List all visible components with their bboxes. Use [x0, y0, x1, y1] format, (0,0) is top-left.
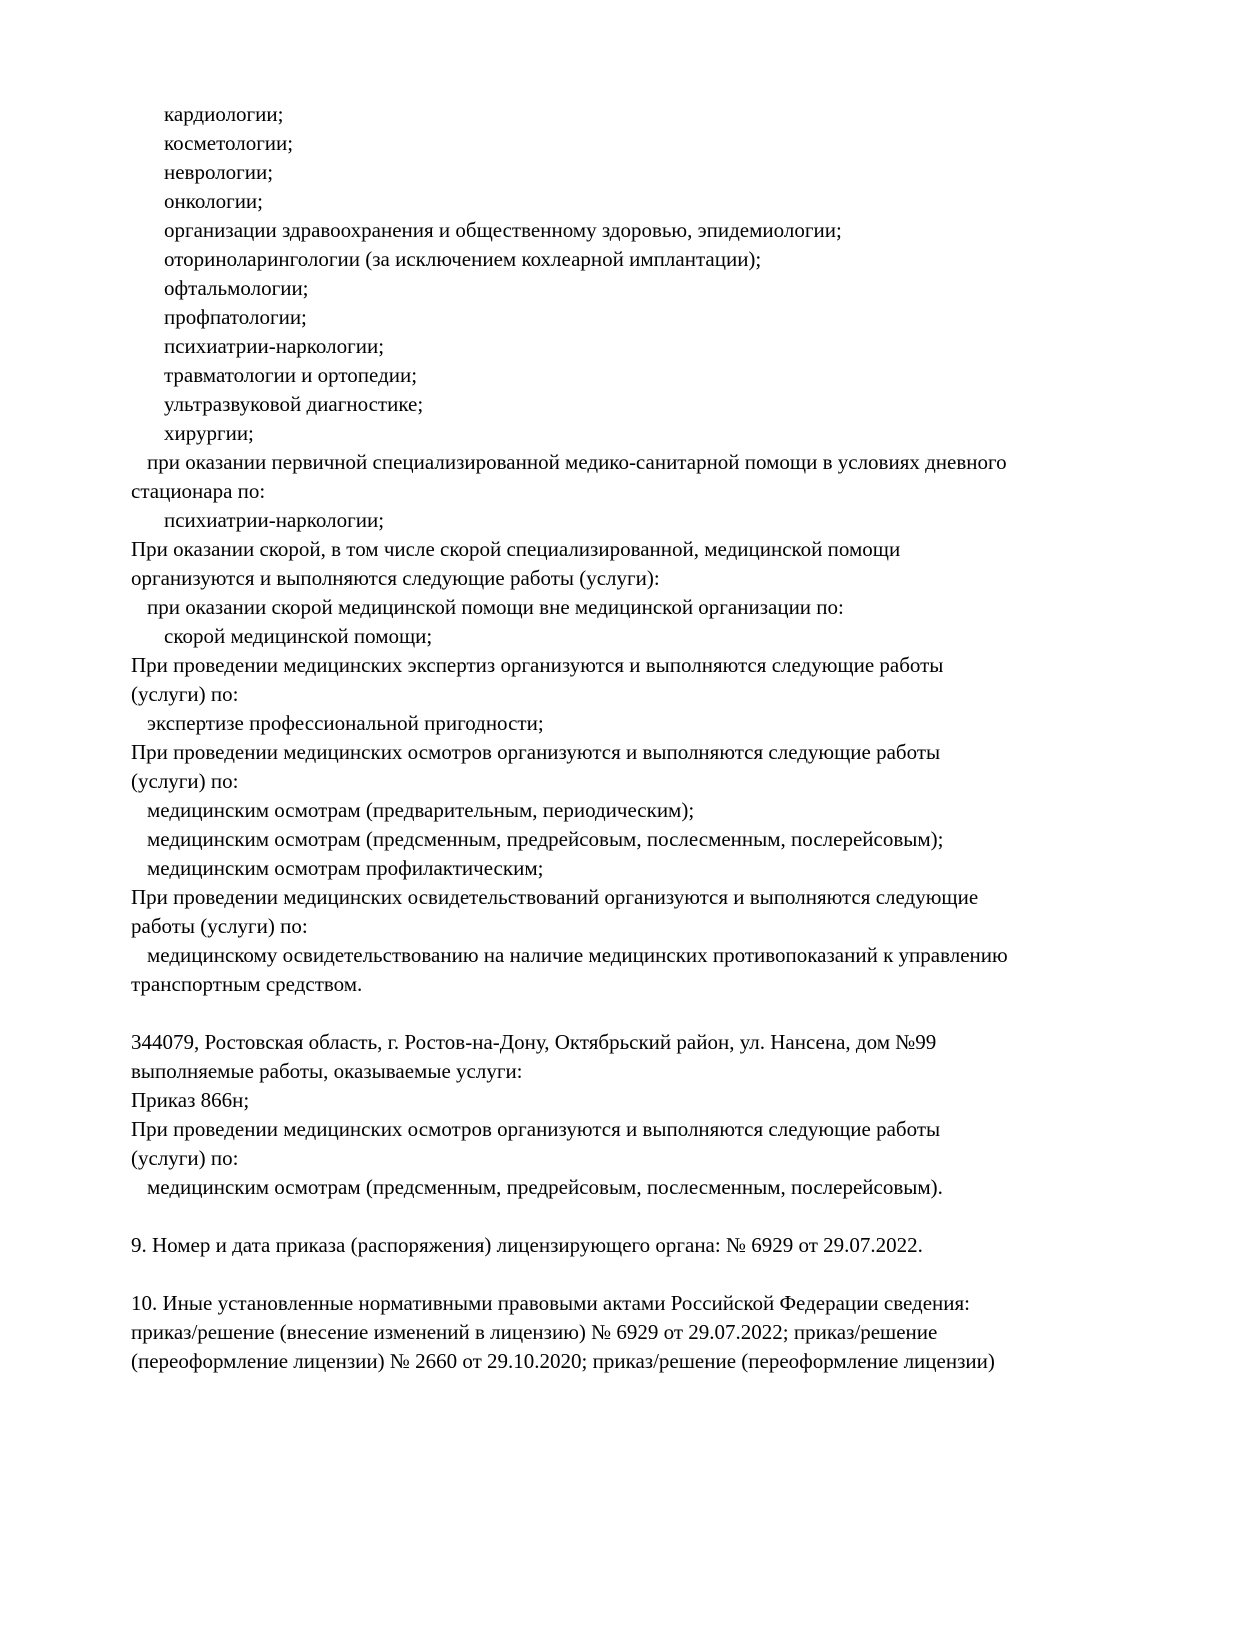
text-line: травматологии и ортопедии; — [164, 363, 418, 387]
text-line: профпатологии; — [164, 305, 307, 329]
text-line: (услуги) по: — [131, 769, 239, 793]
text-line: 344079, Ростовская область, г. Ростов-на-Дону, Октябрьский район, ул. Нансена, дом №99 — [131, 1030, 937, 1054]
text-line: организуются и выполняются следующие работы (услуги): — [131, 566, 660, 590]
text-line: транспортным средством. — [131, 972, 363, 996]
text-line: (услуги) по: — [131, 1146, 239, 1170]
text-line: медицинским осмотрам (предварительным, периодическим); — [147, 798, 695, 822]
text-line: онкологии; — [164, 189, 264, 213]
text-line: При оказании скорой, в том числе скорой специализированной, медицинской помощи — [131, 537, 901, 561]
blank-line — [131, 1260, 1112, 1289]
blank-line — [131, 999, 1112, 1028]
text-line: При проведении медицинских экспертиз организуются и выполняются следующие работы — [131, 653, 944, 677]
text-line: Приказ 866н; — [131, 1088, 250, 1112]
text-line: экспертизе профессиональной пригодности; — [147, 711, 544, 735]
text-line: стационара по: — [131, 479, 266, 503]
text-line: медицинским осмотрам (предсменным, предрейсовым, послесменным, послерейсовым). — [147, 1175, 943, 1199]
text-line: работы (услуги) по: — [131, 914, 308, 938]
text-line: косметологии; — [164, 131, 294, 155]
text-line: приказ/решение (внесение изменений в лицензию) № 6929 от 29.07.2022; приказ/решение — [131, 1320, 938, 1344]
text-line: офтальмологии; — [164, 276, 309, 300]
text-line: ультразвуковой диагностике; — [164, 392, 424, 416]
text-line: При проведении медицинских освидетельствований организуются и выполняются следующие — [131, 885, 979, 909]
text-line: скорой медицинской помощи; — [164, 624, 433, 648]
text-line: При проведении медицинских осмотров организуются и выполняются следующие работы — [131, 740, 941, 764]
text-line: оториноларингологии (за исключением кохлеарной имплантации); — [164, 247, 762, 271]
text-line: При проведении медицинских осмотров организуются и выполняются следующие работы — [131, 1117, 941, 1141]
text-line: медицинским осмотрам (предсменным, предрейсовым, послесменным, послерейсовым); — [147, 827, 944, 851]
text-line: 9. Номер и дата приказа (распоряжения) лицензирующего органа: № 6929 от 29.07.2022. — [131, 1233, 923, 1257]
text-line: психиатрии-наркологии; — [164, 508, 385, 532]
text-line: медицинским осмотрам профилактическим; — [147, 856, 544, 880]
blank-line — [131, 1202, 1112, 1231]
text-line: при оказании первичной специализированной медико-санитарной помощи в условиях дневного — [147, 450, 1007, 474]
text-line: медицинскому освидетельствованию на наличие медицинских противопоказаний к управлению — [147, 943, 1008, 967]
text-line: при оказании скорой медицинской помощи вне медицинской организации по: — [147, 595, 844, 619]
text-line: (услуги) по: — [131, 682, 239, 706]
text-line: выполняемые работы, оказываемые услуги: — [131, 1059, 523, 1083]
text-line: организации здравоохранения и общественному здоровью, эпидемиологии; — [164, 218, 842, 242]
text-line: 10. Иные установленные нормативными правовыми актами Российской Федерации сведения: — [131, 1291, 971, 1315]
text-line: (переоформление лицензии) № 2660 от 29.10.2020; приказ/решение (переоформление лицензии) — [131, 1349, 995, 1373]
text-line: кардиологии; — [164, 102, 284, 126]
text-line: хирургии; — [164, 421, 254, 445]
text-line: неврологии; — [164, 160, 274, 184]
text-line: психиатрии-наркологии; — [164, 334, 385, 358]
